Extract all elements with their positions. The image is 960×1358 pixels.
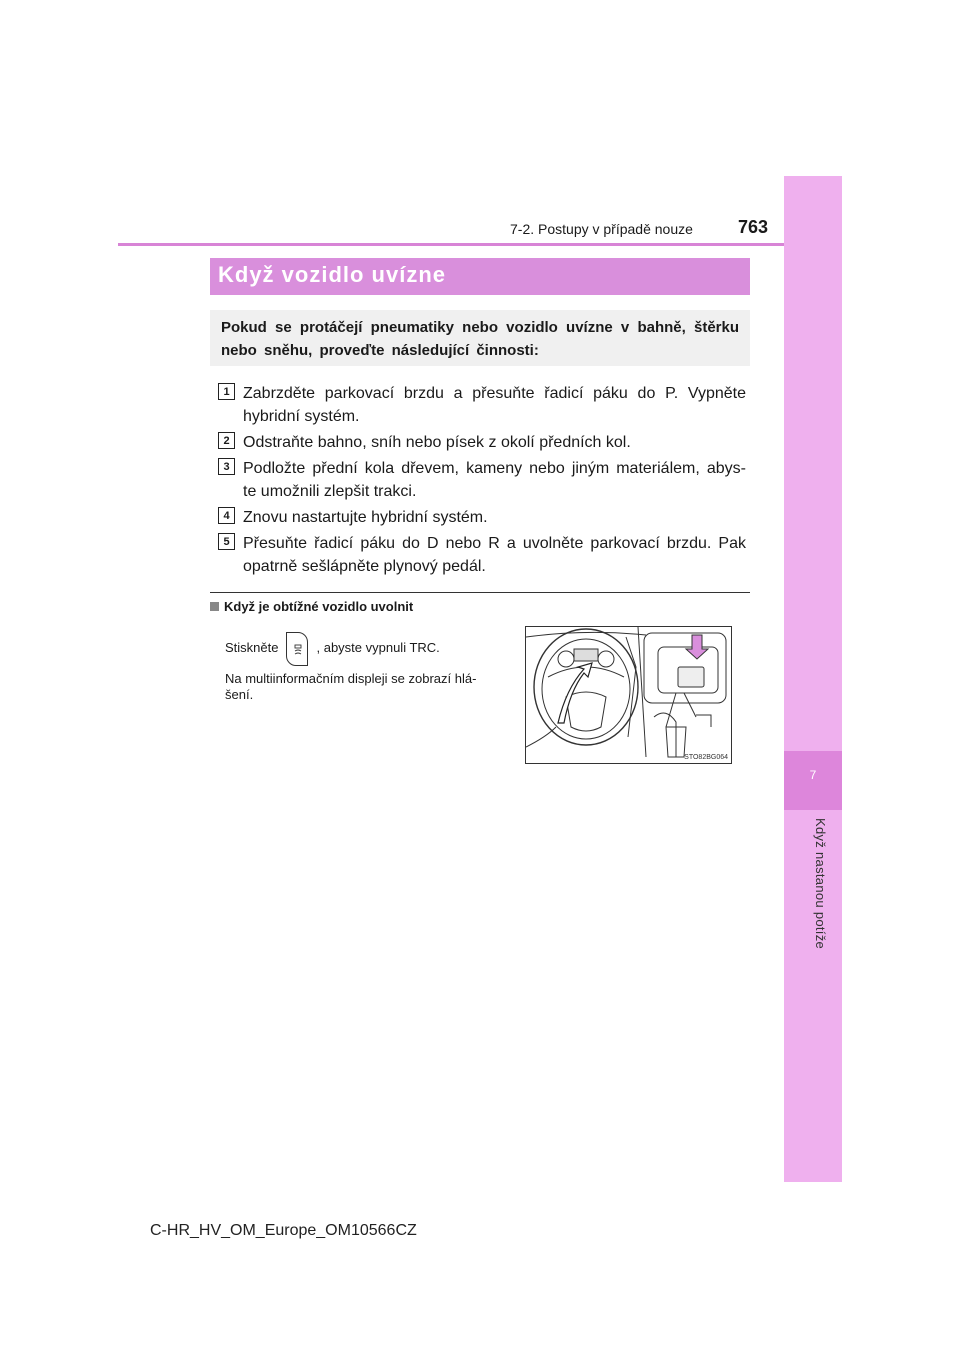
sub-heading-text: Když je obtížné vozidlo uvolnit	[224, 599, 414, 614]
step-3-line-1: Podložte přední kola dřevem, kameny nebo jiným materiálem, abys-	[243, 460, 746, 477]
step-text-2	[243, 431, 746, 454]
header-rule	[118, 243, 784, 246]
tip-display-line-2: šení.	[225, 687, 254, 702]
tip-press-after: , abyste vypnuli TRC.	[316, 640, 440, 655]
steering-wheel-illustration	[526, 627, 732, 764]
header-section-title: 7-2. Postupy v případě nouze	[510, 221, 693, 237]
step-text-1	[243, 382, 746, 428]
page-title: Když vozidlo uvízne	[218, 262, 447, 287]
step-text-4	[243, 506, 746, 529]
side-tab	[784, 176, 842, 1182]
chapter-title: Když nastanou potíže	[813, 818, 828, 950]
tip-display-line-1: Na multiinformačním displeji se zobrazí hlá-	[225, 671, 477, 686]
page-number: 763	[738, 217, 769, 237]
step-1-line-1: Zabrzděte parkovací brzdu a přesuňte řadicí páku do P. Vypněte	[243, 385, 746, 402]
step-5-line-1: Přesuňte řadicí páku do D nebo R a uvolněte parkovací brzdu. Pak	[243, 535, 746, 552]
sub-heading	[210, 599, 413, 614]
step-badge-1: 1	[218, 383, 235, 400]
trc-off-button-icon	[286, 632, 308, 666]
step-3-line-2: te umožnili zlepšit trakci.	[243, 483, 417, 500]
step-4-line-1: Znovu nastartujte hybridní systém.	[243, 509, 488, 526]
step-1-line-2: hybridní systém.	[243, 408, 360, 425]
square-bullet-icon	[210, 602, 219, 611]
step-2-line-1: Odstraňte bahno, sníh nebo písek z okolí předních kol.	[243, 434, 631, 451]
title-banner	[210, 258, 750, 295]
step-text-3	[243, 457, 746, 503]
tip-press-before: Stiskněte	[225, 640, 279, 655]
footer-document-id: C-HR_HV_OM_Europe_OM10566CZ	[150, 1222, 417, 1239]
step-badge-5: 5	[218, 533, 235, 550]
step-badge-3: 3	[218, 458, 235, 475]
intro-text: Pokud se protáčejí pneumatiky nebo vozidlo uvízne v bahně, štěrku nebo sněhu, proveďte následující činnosti:	[221, 319, 739, 359]
step-5-line-2: opatrně sešlápněte plynový pedál.	[243, 558, 486, 575]
intro-box	[210, 310, 750, 366]
tip-press-line	[225, 630, 515, 666]
step-badge-4: 4	[218, 507, 235, 524]
tip-display-text	[225, 671, 515, 703]
chapter-number: 7	[809, 768, 817, 782]
step-badge-2: 2	[218, 432, 235, 449]
figure-code: STO82BG064	[684, 754, 728, 761]
section-separator	[210, 592, 750, 593]
dashboard-illustration	[525, 626, 732, 764]
step-text-5	[243, 532, 746, 578]
